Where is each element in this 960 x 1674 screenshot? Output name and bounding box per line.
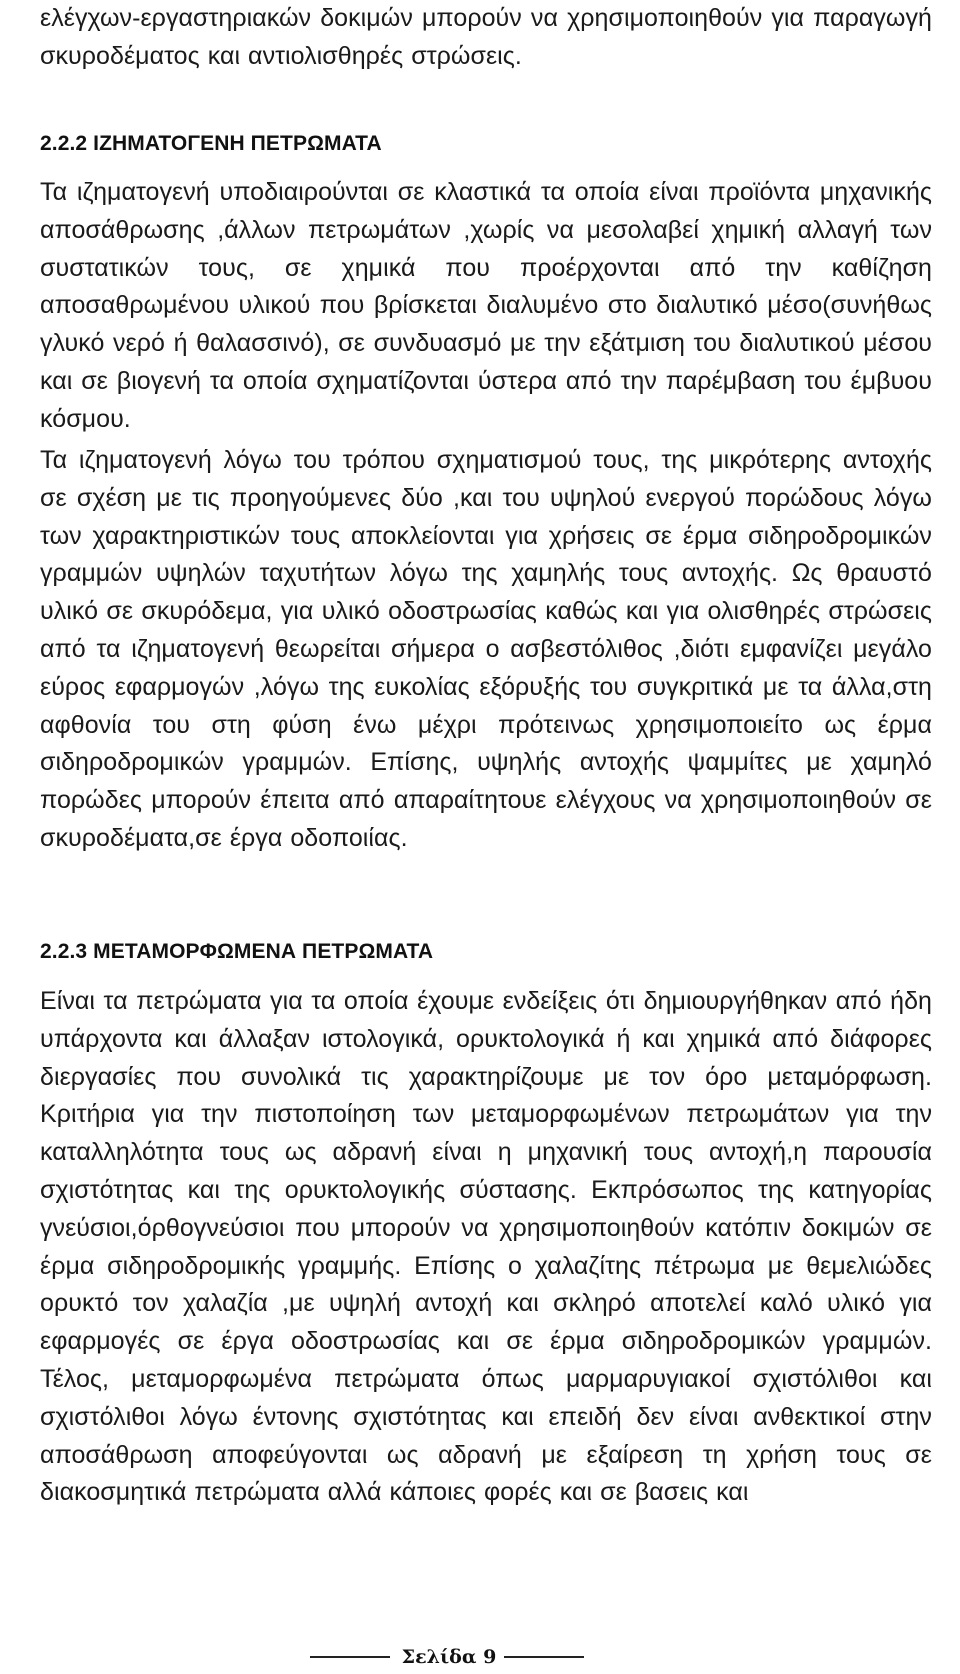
footer-rule-right <box>504 1656 584 1658</box>
metamorphic-paragraph: Είναι τα πετρώματα για τα οποία έχουμε ενδείξεις ότι δημιουργήθηκαν από ήδη υπάρχοντα και άλλαξαν ιστολογικά, ορυκτολογικά ή και χημικά από διάφορες διεργασίες που συνολικά τις χαρακτηρίζουμε με τον όρο μεταμόρφωση. Κριτήρια για την πιστοποίηση των μεταμορφωμένων πετρωμάτων για την καταλληλότητα τους ως αδρανή είναι η μηχανική τους αντοχή,η παρουσία σχιστότητας και της ορυκτολογικής σύστασης. Εκπρόσωπος της κατηγορίας γνεύσιοι,όρθογνεύσιοι που μπορούν να χρησιμοποιηθούν κατόπιν δοκιμών σε έρμα σιδηροδρομικής γραμμής. Επίσης ο χαλαζίτης πέτρωμα με θεμελιώδες ορυκτό τον χαλαζία ,με υψηλή αντοχή και σκληρό αποτελεί καλό υλικό για εφαρμογές σε έργα οδοστρωσίας και σε έρμα σιδηροδρομικών γραμμών. Τέλος, μεταμορφωμένα πετρώματα όπως μαρμαρυγιακοί σχιστόλιθοι και σχιστόλιθοι λόγω έντονης σχιστότητας και επειδή δεν είναι ανθεκτικοί στην αποσάθρωση αποφεύγονται ως αδρανή με εξαίρεση τη χρήση τους σε διακοσμητικά πετρώματα αλλά κάποιες φορές και σε βασεις και <box>40 987 932 1507</box>
sedimentary-paragraph-1: Τα ιζηματογενή υποδιαιρούνται σε κλαστικά τα οποία είναι προϊόντα μηχανικής αποσάθρωσης ,άλλων πετρωμάτων ,χωρίς να μεσολαβεί χημική αλλαγή των συστατικών τους, σε χημικά που προέρχονται από την καθίζηση αποσαθρωμένου υλικού που βρίσκεται διαλυμένο στο διαλυτικό μέσο(συνήθως γλυκό νερό ή θαλασσινό), σε συνδυασμό με την εξάτμιση του διαλυτικού μέσου και σε βιογενή τα οποία σχηματίζονται ύστερα από την παρέμβαση του έμβυου κόσμου. <box>40 178 932 433</box>
sedimentary-paragraph-2: Τα ιζηματογενή λόγω του τρόπου σχηματισμού τους, της μικρότερης αντοχής σε σχέση με τις προηγούμενες δύο ,και του υψηλού ενεργού πορώδους λόγω των χαρακτηριστικών τους αποκλείονται για χρήσεις σε έρμα σιδηροδρομικών γραμμών υψηλών ταχυτήτων λόγω της χαμηλής τους αντοχής. Ως θραυστό υλικό σε σκυρόδεμα, για υλικό οδοστρωσίας καθώς και για ολισθηρές στρώσεις από τα ιζηματογενή θεωρείται σήμερα ο ασβεστόλιθος ,διότι εμφανίζει μεγάλο εύρος εφαρμογών ,λόγω της ευκολίας εξόρυξής του συγκριτικά με τα άλλα,στη αφθονία του στη φύση ένω μέχρι πρότεινως χρησιμοποιείτο ως έρμα σιδηροδρομικών γραμμών. Επίσης, υψηλής αντοχής ψαμμίτες με χαμηλό πορώδες μπορούν έπειτα από απαραίτητουε ελέγχους να χρησιμοποιηθούν σε σκυροδέματα,σε έργα οδοποιίας. <box>40 446 932 852</box>
intro-paragraph: ελέγχων-εργαστηριακών δοκιμών μπορούν να χρησιμοποιηθούν για παραγωγή σκυροδέματος και αντιολισθηρές στρώσεις. <box>40 4 932 70</box>
section-heading-metamorphic-rocks: 2.2.3 ΜΕΤΑΜΟΡΦΩΜΕΝΑ ΠΕΤΡΩΜΑΤΑ <box>40 940 434 963</box>
footer-rule-left <box>310 1656 390 1658</box>
section-heading-sedimentary-rocks: 2.2.2 ΙΖΗΜΑΤΟΓΕΝΗ ΠΕΤΡΩΜΑΤΑ <box>40 132 382 155</box>
page-footer <box>0 1644 960 1674</box>
page-number-label: Σελίδα 9 <box>401 1646 497 1668</box>
